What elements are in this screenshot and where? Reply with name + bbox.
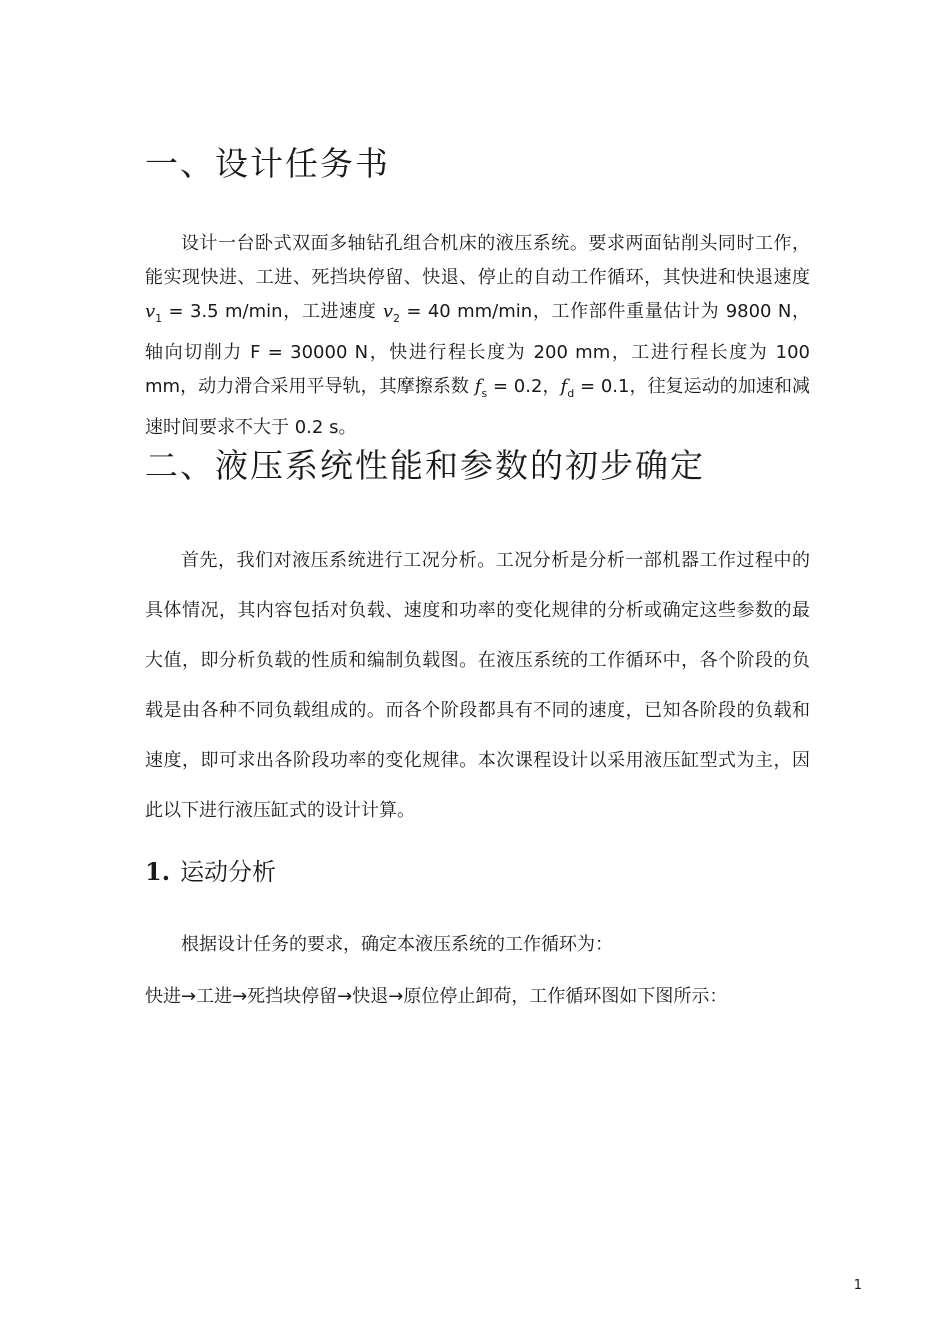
text-run: = 0.1，往复运动的加速和减速时间要求不大于 0.2 s。 — [145, 376, 810, 438]
symbol-fd: f — [560, 376, 568, 397]
subsection-number: 1. — [145, 857, 171, 886]
page-number: 1 — [853, 1278, 862, 1293]
subscript-v2: 2 — [393, 312, 400, 325]
symbol-fs: f — [474, 376, 482, 397]
subscript-fd: d — [567, 387, 575, 400]
text-run: = 3.5 m/min，工进速度 — [162, 301, 383, 322]
subsection-title-motion-analysis — [145, 852, 276, 887]
text-run: = 0.2， — [487, 376, 561, 397]
symbol-v2: v — [382, 301, 393, 322]
symbol-v1: v — [145, 301, 156, 322]
section-title-design-task: 一、设计任务书 — [145, 144, 390, 183]
design-task-paragraph — [145, 227, 810, 445]
text-run: 设计一台卧式双面多轴钻孔组合机床的液压系统。要求两面钻削头同时工作，能实现快进、工进、死挡块停留、快退、停止的自动工作循环，其快进和快退速度 — [145, 233, 810, 288]
subscript-v1: 1 — [155, 312, 163, 325]
subscript-fs: s — [481, 387, 488, 400]
subsection-title-text: 运动分析 — [180, 858, 277, 886]
section-title-system-parameters: 二、液压系统性能和参数的初步确定 — [145, 446, 705, 485]
work-cycle-sequence-paragraph: 快进→工进→死挡块停留→快退→原位停止卸荷，工作循环图如下图所示： — [145, 986, 728, 1007]
working-condition-paragraph: 首先，我们对液压系统进行工况分析。工况分析是分析一部机器工作过程中的具体情况，其内容包括对负载、速度和功率的变化规律的分析或确定这些参数的最大值，即分析负载的性质和编制负载图。在液压系统的工作循环中，各个阶段的负载是由各种不同负载组成的。而各个阶段都具有不同的速度，已知各阶段的负载和速度，即可求出各阶段功率的变化规律。本次课程设计以采用液压缸型式为主，因此以下进行液压缸式的设计计算。 — [145, 550, 810, 821]
text-run: = 40 mm/min，工作部件重量估计为 9800 N，轴向切削力 F = 30000 N，快进行程长度为 200 mm，工进行程长度为 100 mm，动力滑合采用平导轨，其摩擦系数 — [145, 301, 811, 397]
work-cycle-intro-paragraph: 根据设计任务的要求，确定本液压系统的工作循环为： — [181, 934, 613, 955]
